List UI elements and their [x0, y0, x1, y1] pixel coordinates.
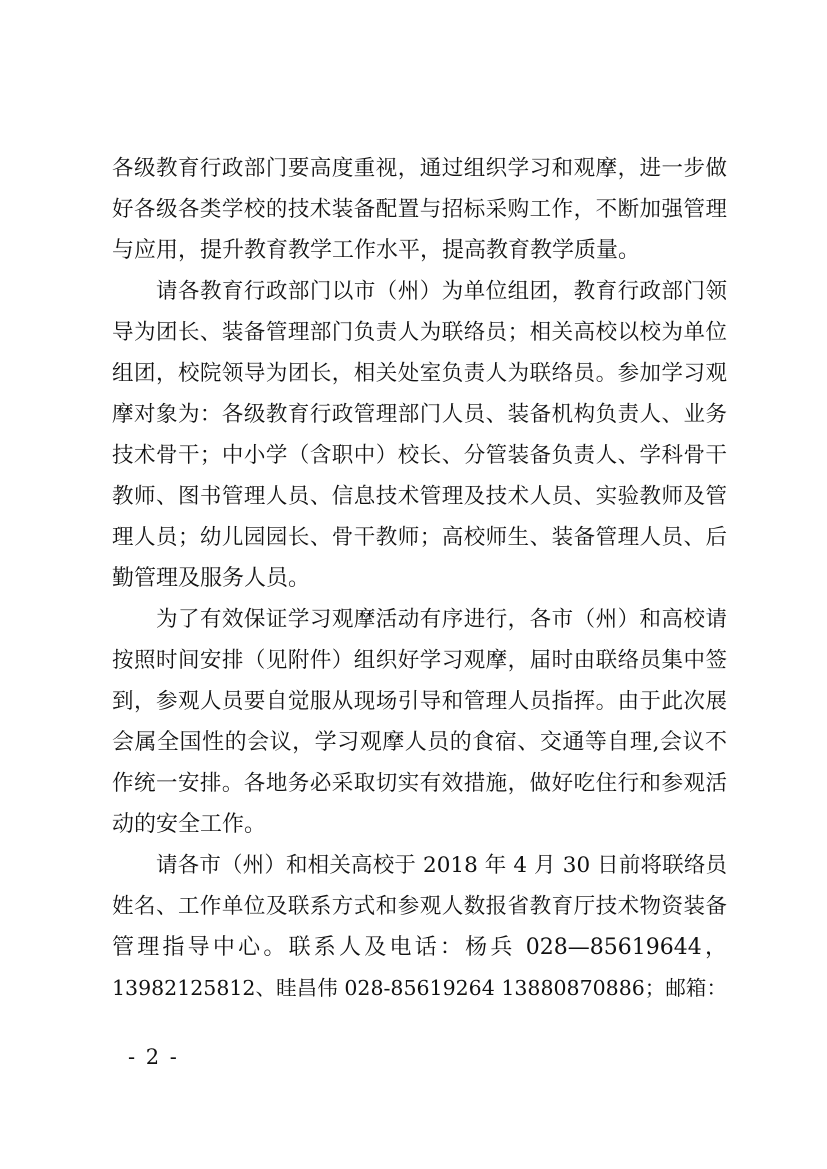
paragraph [112, 271, 727, 599]
text-line: 作统一安排。各地务必采取切实有效措施，做好吃住行和参观活 [112, 771, 727, 796]
text-line: 教师、图书管理人员、信息技术管理及技术人员、实验教师及管 [112, 484, 727, 509]
text-line: 技术骨干；中小学（含职中）校长、分管装备负责人、学科骨干 [112, 443, 727, 468]
text-line: 摩对象为：各级教育行政管理部门人员、装备机构负责人、业务 [112, 402, 727, 427]
text-line: 与应用，提升教育教学工作水平，提高教育教学质量。 [112, 238, 641, 263]
paragraph [112, 148, 727, 271]
text-line: 请各市（州）和相关高校于 2018 年 4 月 30 日前将联络员 [156, 853, 727, 878]
text-line: 各级教育行政部门要高度重视，通过组织学习和观摩，进一步做 [112, 156, 727, 181]
body-text [112, 148, 727, 1009]
text-line: 按照时间安排（见附件）组织好学习观摩，届时由联络员集中签 [112, 648, 727, 673]
text-line: 13982125812、眭昌伟 028-85619264 13880870886；邮箱： [112, 976, 727, 1000]
text-line: 好各级各类学校的技术装备配置与招标采购工作，不断加强管理 [112, 197, 727, 222]
text-line: 会属全国性的会议，学习观摩人员的食宿、交通等自理,会议不 [112, 730, 727, 755]
page-number: - 2 - [128, 1045, 179, 1069]
text-line: 姓名、工作单位及联系方式和参观人数报省教育厅技术物资装备 [112, 894, 727, 919]
text-line: 组团，校院领导为团长，相关处室负责人为联络员。参加学习观 [112, 361, 727, 386]
text-line: 理人员；幼儿园园长、骨干教师；高校师生、装备管理人员、后 [112, 525, 727, 550]
text-line: 为了有效保证学习观摩活动有序进行，各市（州）和高校请 [156, 607, 727, 632]
paragraph [112, 845, 727, 1009]
paragraph [112, 599, 727, 845]
text-line: 管理指导中心。联系人及电话：杨兵 028—85619644， [112, 935, 727, 960]
text-line: 动的安全工作。 [112, 812, 267, 837]
text-line: 到，参观人员要自觉服从现场引导和管理人员指挥。由于此次展 [112, 689, 727, 714]
text-line: 勤管理及服务人员。 [112, 566, 311, 591]
text-line: 请各教育行政部门以市（州）为单位组团，教育行政部门领 [156, 279, 727, 304]
text-line: 导为团长、装备管理部门负责人为联络员；相关高校以校为单位 [112, 320, 727, 345]
